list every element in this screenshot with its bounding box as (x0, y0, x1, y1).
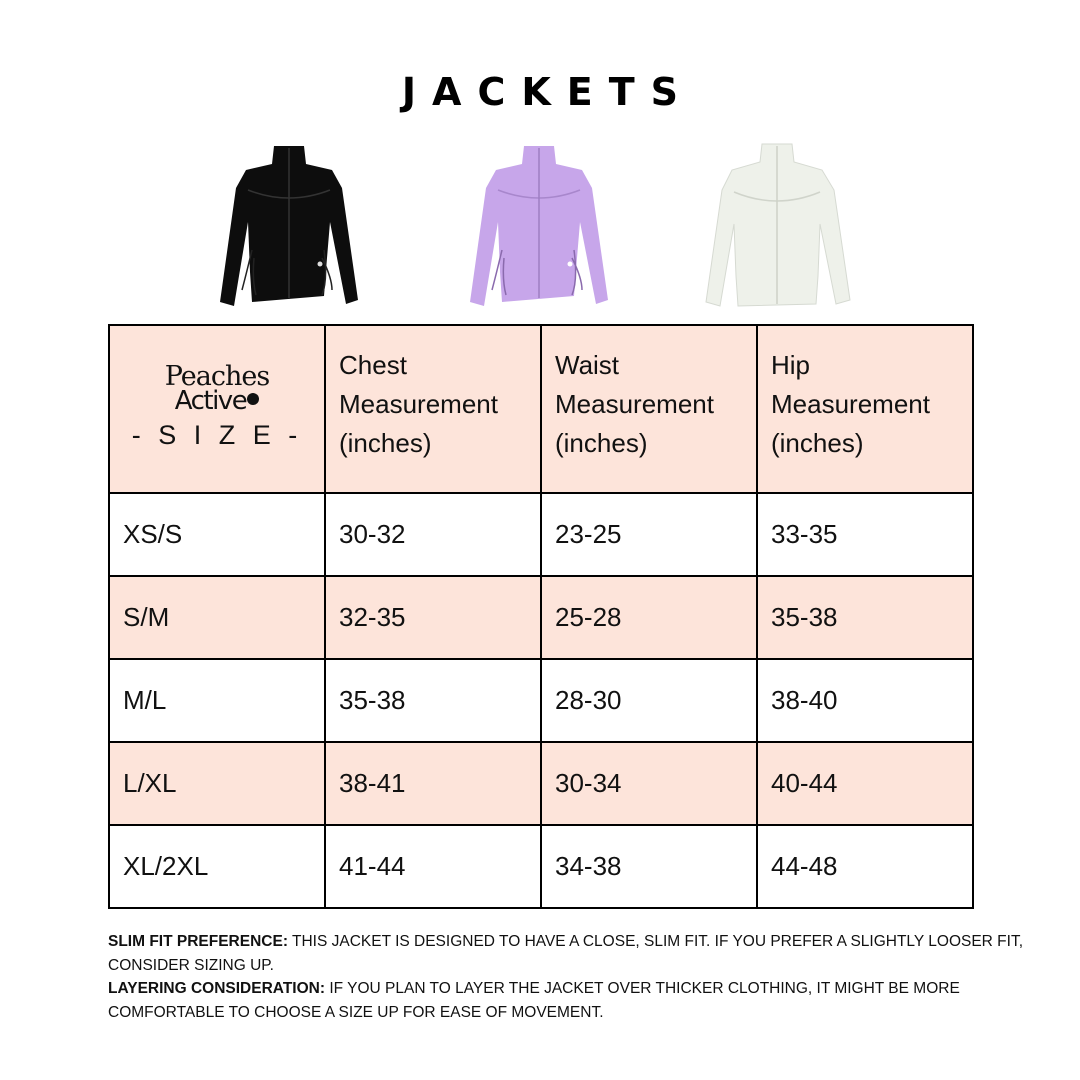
waist-cell: 25-28 (541, 576, 757, 659)
table-row (109, 825, 973, 908)
waist-cell: 23-25 (541, 493, 757, 576)
size-chart-table (108, 324, 974, 909)
waist-header: Waist Measurement (inches) (541, 325, 757, 493)
logo-line1: Peaches (164, 361, 270, 392)
waist-cell: 34-38 (541, 825, 757, 908)
chest-header: Chest Measurement (inches) (325, 325, 541, 493)
note-label: SLIM FIT PREFERENCE: (108, 933, 288, 950)
hip-header: Hip Measurement (inches) (757, 325, 973, 493)
hip-cell: 38-40 (757, 659, 973, 742)
size-cell: XL/2XL (109, 825, 325, 908)
waist-cell: 28-30 (541, 659, 757, 742)
size-cell: S/M (109, 576, 325, 659)
hip-cell: 44-48 (757, 825, 973, 908)
note-label: LAYERING CONSIDERATION: (108, 980, 326, 997)
note-text: THIS JACKET IS DESIGNED TO HAVE A CLOSE, SLIM FIT. IF YOU PREFER A SLIGHTLY LOOSER FIT, CONSIDER SIZING UP. (108, 933, 1024, 974)
chest-cell: 35-38 (325, 659, 541, 742)
table-row (109, 576, 973, 659)
chest-cell: 30-32 (325, 493, 541, 576)
brand-logo (132, 363, 303, 449)
waist-cell: 30-34 (541, 742, 757, 825)
hip-cell: 35-38 (757, 576, 973, 659)
size-cell: L/XL (109, 742, 325, 825)
table-header-row (109, 325, 973, 493)
fit-notes (108, 930, 1028, 1024)
peach-dot-icon (247, 393, 259, 405)
size-cell: XS/S (109, 493, 325, 576)
size-cell: M/L (109, 659, 325, 742)
hip-cell: 40-44 (757, 742, 973, 825)
lavender-jacket-image (462, 140, 616, 316)
size-label: - S I Z E - (131, 420, 303, 450)
note-text: IF YOU PLAN TO LAYER THE JACKET OVER THICKER CLOTHING, IT MIGHT BE MORE COMFORTABLE TO CHOOSE A SIZE UP FOR EASE OF MOVEMENT. (108, 980, 960, 1021)
brand-logo-cell (109, 325, 325, 493)
chest-cell: 32-35 (325, 576, 541, 659)
chest-cell: 38-41 (325, 742, 541, 825)
slim-fit-note (108, 930, 1028, 977)
black-jacket-image (212, 140, 366, 316)
hip-cell: 33-35 (757, 493, 973, 576)
chest-cell: 41-44 (325, 825, 541, 908)
layering-note (108, 977, 1028, 1024)
page-title: JACKETS (401, 70, 695, 114)
logo-line2: Active (132, 388, 303, 414)
white-jacket-image (698, 140, 856, 316)
table-row (109, 493, 973, 576)
table-row (109, 659, 973, 742)
table-row (109, 742, 973, 825)
